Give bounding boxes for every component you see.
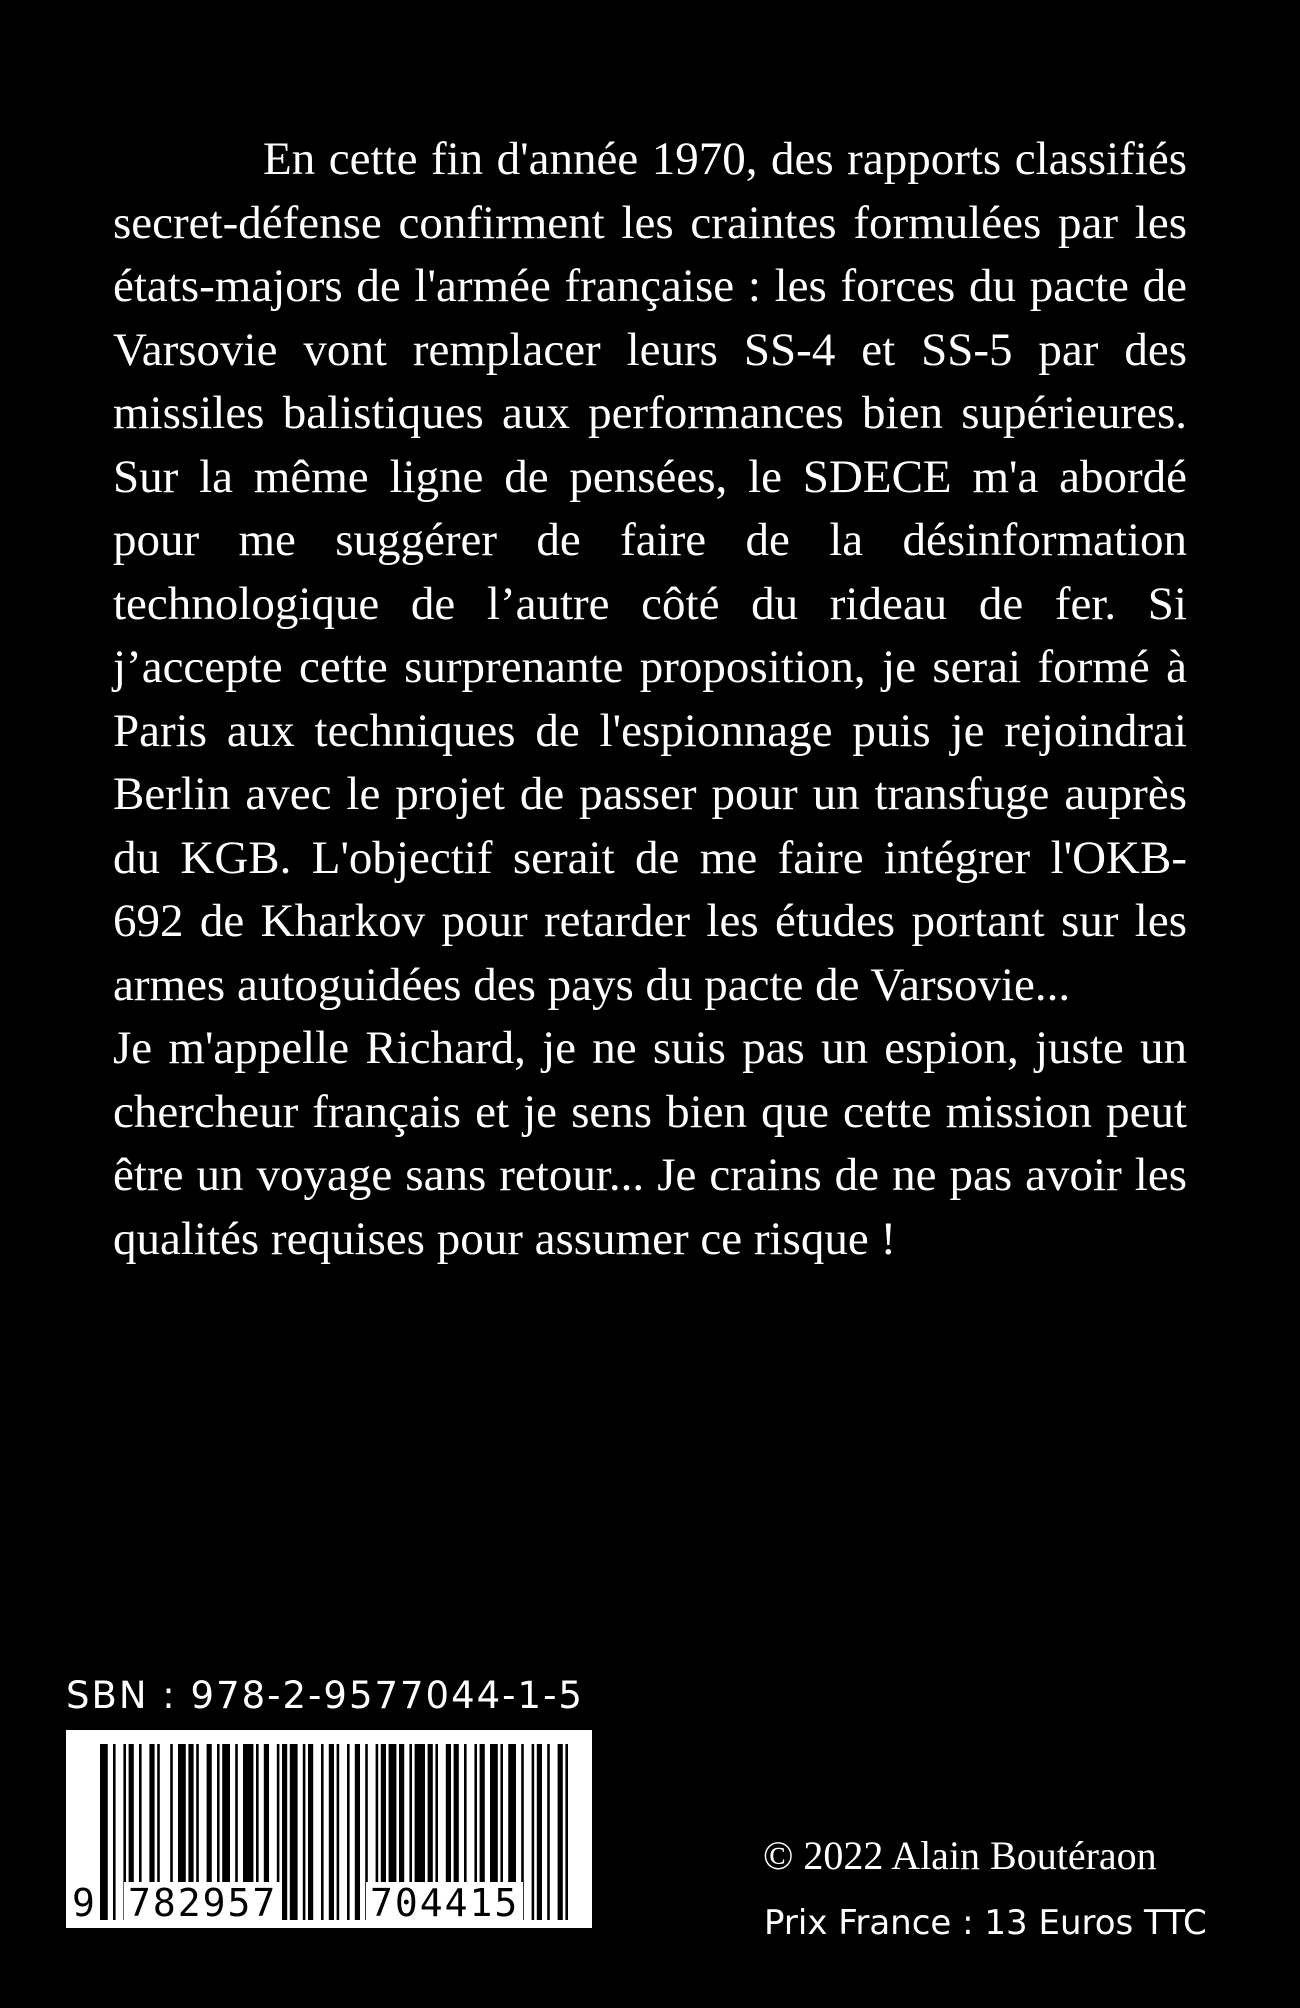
blurb-paragraph-2: Je m'appelle Richard, je ne suis pas un espion, juste un chercheur français et je sens bien que cette mission peut être un voyage sans retour... Je crains de ne pas avoir les qualités requises pour assumer ce risque ! xyxy=(113,1022,1187,1265)
barcode-bar xyxy=(532,1744,535,1920)
barcode-bar xyxy=(308,1744,313,1920)
barcode-digit-group-2: 704415 xyxy=(366,1882,523,1924)
barcode-bar xyxy=(100,1744,108,1920)
barcode-bar xyxy=(303,1744,306,1920)
barcode-bar xyxy=(329,1744,334,1920)
barcode-first-digit: 9 xyxy=(72,1881,97,1925)
barcode-bar xyxy=(347,1744,350,1920)
barcode-bar xyxy=(537,1744,542,1920)
isbn-label: SBN : 978-2-9577044-1-5 xyxy=(66,1674,584,1717)
copyright-notice: © 2022 Alain Boutéraon xyxy=(763,1833,1157,1878)
barcode-bar xyxy=(547,1744,550,1920)
back-cover-blurb xyxy=(113,128,1187,1271)
barcode-bar xyxy=(558,1744,563,1920)
barcode-bar xyxy=(355,1744,360,1920)
barcode-digit-group-1: 782957 xyxy=(124,1882,281,1924)
barcode-bar xyxy=(290,1744,298,1920)
isbn-barcode xyxy=(66,1730,592,1928)
barcode-bar xyxy=(337,1744,340,1920)
barcode-bar xyxy=(282,1744,287,1920)
blurb-paragraph-1: En cette fin d'année 1970, des rapports classifiés secret-défense confirment les craintes formulées par les états-majors de l'armée française : les forces du pacte de Varsovie vont remplacer leurs SS-4 et SS-5 par des missiles balistiques aux performances bien supérieures. Sur la même ligne de pensées, le SDECE m'a abordé pour me suggérer de faire de la désinformation technologique de l’autre côté du rideau de fer. Si j’accepte cette surprenante proposition, je serai formé à Paris aux techniques de l'espionnage puis je rejoindrai Berlin avec le projet de passer pour un transfuge auprès du KGB. L'objectif serait de me faire intégrer l'OKB-692 de Kharkov pour retarder les études portant sur les armes autoguidées des pays du pacte de Varsovie... xyxy=(113,133,1187,1011)
barcode-bar xyxy=(565,1744,568,1920)
price-label: Prix France : 13 Euros TTC xyxy=(764,1903,1207,1943)
barcode-bar xyxy=(321,1744,324,1920)
barcode-bar xyxy=(113,1744,116,1920)
